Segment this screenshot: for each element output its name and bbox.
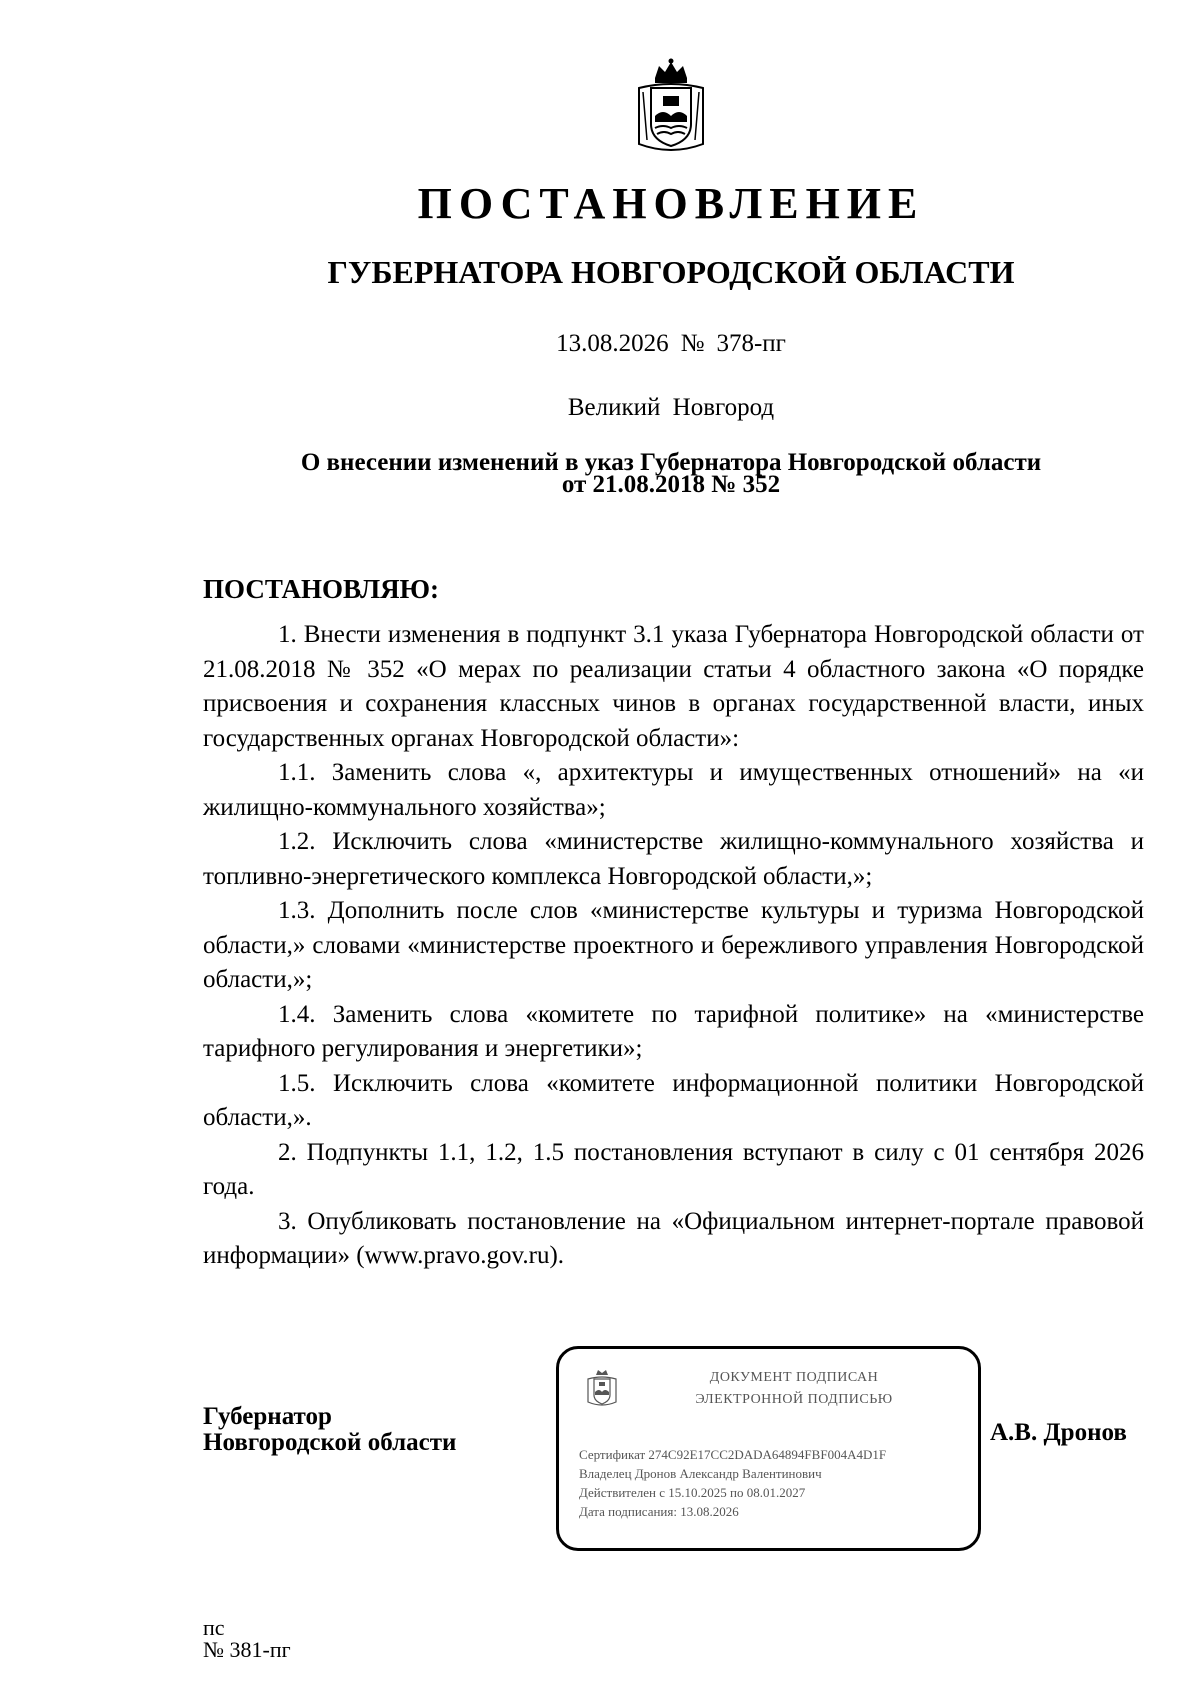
number-sign: № [680,330,705,357]
stamp-heading-line-1: ДОКУМЕНТ ПОДПИСАН [709,1370,879,1385]
signer-name: А.В. Дронов [990,1419,1127,1446]
paragraph-1-4: 1.4. Заменить слова «комитете по тарифной политике» на «министерстве тарифного регулирования и энергетики»; [203,1000,1144,1062]
date-number-line [0,330,1200,358]
signatory-position [203,1404,456,1456]
document-body [203,618,1144,1274]
owner-line: Владелец Дронов Александр Валентинович [579,1466,822,1481]
paragraph-3: 3. Опубликовать постановление на «Официальном интернет-портале правовой информации» (www.pravo.gov.ru). [203,1207,1144,1269]
position-line-1: Губернатор [203,1403,332,1430]
coat-of-arms-icon [633,58,709,154]
footer-line-2: № 381-пг [203,1637,291,1662]
paragraph-1-1: 1.1. Заменить слова «, архитектуры и имущественных отношений» на «и жилищно-коммунального хозяйства»; [203,759,1144,821]
document-date: 13.08.2026 [556,330,669,357]
footer-line-1: пс [203,1615,225,1640]
decree-keyword: ПОСТАНОВЛЯЮ: [203,574,439,604]
issuing-authority: ГУБЕРНАТОРА НОВГОРОДСКОЙ ОБЛАСТИ [327,254,1015,290]
paragraph-2: 2. Подпункты 1.1, 1.2, 1.5 постановления вступают в силу с 01 сентября 2026 года. [203,1138,1144,1200]
certificate-line: Сертификат 274C92E17CC2DADA64894FBF004A4D1F [579,1447,887,1462]
paragraph-1-5: 1.5. Исключить слова «комитете информационной политики Новгородской области,». [203,1069,1144,1131]
signing-date-line: Дата подписания: 13.08.2026 [579,1504,739,1519]
electronic-signature-stamp [556,1346,981,1551]
position-line-2: Новгородской области [203,1429,457,1456]
stamp-heading [684,1367,904,1411]
document-type-heading: ПОСТАНОВЛЕНИЕ [417,179,925,228]
footer-note [203,1617,291,1661]
document-title [200,449,1142,498]
validity-line: Действителен с 15.10.2025 по 08.01.2027 [579,1485,806,1500]
document-number: 378-пг [716,330,786,357]
paragraph-1: 1. Внести изменения в подпункт 3.1 указа Губернатора Новгородской области от 21.08.2018 № 352 «О мерах по реализации статьи 4 областного закона «О порядке присвоения и сохранения классных чинов в органах государственной власти, иных государственных органах Новгородской области»: [203,621,1144,752]
paragraph-1-2: 1.2. Исключить слова «министерстве жилищно-коммунального хозяйства и топливно-энергетического комплекса Новгородской области,»; [203,828,1144,890]
title-line-2: от 21.08.2018 № 352 [561,471,781,498]
stamp-coat-of-arms-icon [585,1369,619,1407]
place-of-issue: Великий Новгород [567,394,775,421]
paragraph-1-3: 1.3. Дополнить после слов «министерстве культуры и туризма Новгородской области,» словами «министерстве проектного и бережливого управления Новгородской области,»; [203,897,1144,993]
stamp-heading-line-2: ЭЛЕКТРОННОЙ ПОДПИСЬЮ [695,1392,893,1407]
title-line-1: О внесении изменений в указ Губернатора Новгородской области [300,449,1042,476]
stamp-details [579,1445,886,1521]
